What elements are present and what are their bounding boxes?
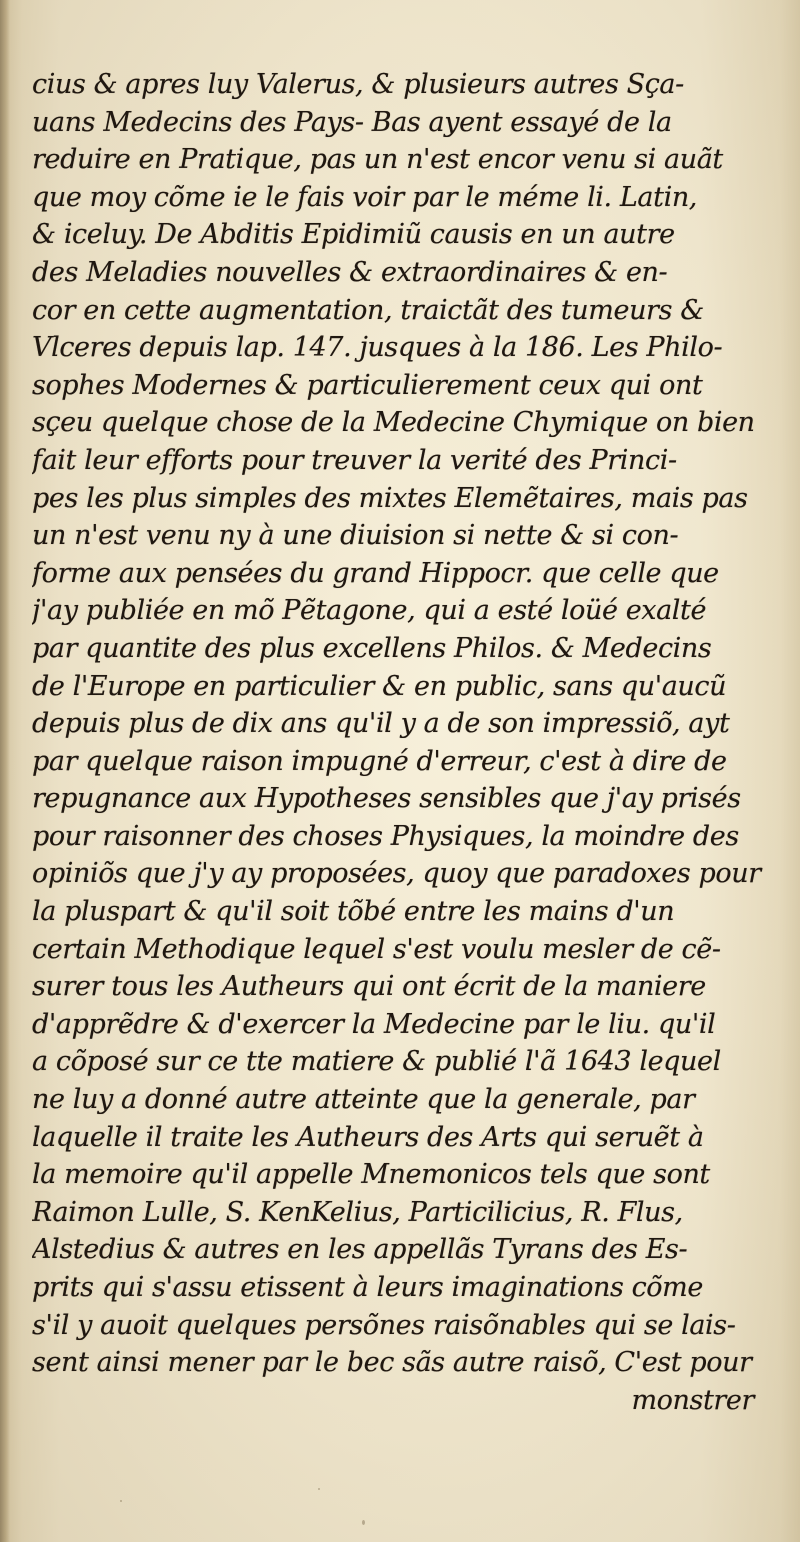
text-line: pour raisonner des choses Physiques, la moindre des bbox=[32, 820, 739, 852]
text-line: s'il y auoit quelques persõnes raisõnables qui se lais- bbox=[32, 1309, 736, 1341]
text-line: certain Methodique lequel s'est voulu mesler de cẽ- bbox=[32, 933, 721, 965]
text-line: de l'Europe en particulier & en public, sans qu'aucũ bbox=[32, 670, 727, 702]
paper-speck bbox=[318, 1488, 320, 1490]
text-line: forme aux pensées du grand Hippocr. que celle que bbox=[32, 557, 719, 589]
text-line: j'ay publiée en mõ Pẽtagone, qui a esté loüé exalté bbox=[32, 595, 707, 627]
text-line: & iceluy. De Abditis Epidimiũ causis en un autre bbox=[32, 219, 675, 251]
text-line: sophes Modernes & particulierement ceux qui ont bbox=[32, 369, 703, 401]
text-line: la pluspart & qu'il soit tõbé entre les mains d'un bbox=[32, 896, 675, 928]
text-line: a cõposé sur ce tte matiere & publié l'ã 1643 lequel bbox=[32, 1046, 721, 1078]
paper-speck bbox=[120, 1500, 122, 1502]
text-line: par quantite des plus excellens Philos. & Medecins bbox=[32, 632, 712, 664]
text-line: uans Medecins des Pays- Bas ayent essayé de la bbox=[32, 106, 672, 138]
text-line: cor en cette augmentation, traictãt des tumeurs & bbox=[32, 294, 704, 326]
text-line: Raimon Lulle, S. KenKelius, Particilicius, R. Flus, bbox=[32, 1196, 683, 1228]
text-line: depuis plus de dix ans qu'il y a de son impressiõ, ayt bbox=[32, 708, 730, 740]
body-text bbox=[32, 66, 772, 1419]
text-line: la memoire qu'il appelle Mnemonicos tels que sont bbox=[32, 1159, 710, 1191]
text-line: ne luy a donné autre atteinte que la generale, par bbox=[32, 1084, 695, 1116]
text-line: fait leur efforts pour treuver la verité des Princi- bbox=[32, 444, 677, 476]
text-line: Alstedius & autres en les appellãs Tyrans des Es- bbox=[32, 1234, 688, 1266]
text-line: repugnance aux Hypotheses sensibles que j'ay prisés bbox=[32, 783, 741, 815]
text-line: que moy cõme ie le fais voir par le méme li. Latin, bbox=[32, 181, 697, 213]
text-line: par quelque raison impugné d'erreur, c'est à dire de bbox=[32, 745, 727, 777]
text-line: un n'est venu ny à une diuision si nette & si con- bbox=[32, 520, 679, 552]
page-gutter-shadow bbox=[0, 0, 10, 1542]
text-line: reduire en Pratique, pas un n'est encor venu si auãt bbox=[32, 144, 723, 176]
text-line: des Meladies nouvelles & extraordinaires & en- bbox=[32, 256, 668, 288]
text-line: prits qui s'assu etissent à leurs imaginations cõme bbox=[32, 1272, 703, 1303]
text-line: d'apprẽdre & d'exercer la Medecine par le liu. qu'il bbox=[32, 1008, 716, 1040]
text-line: Vlceres depuis lap. 147. jusques à la 186. Les Philo- bbox=[32, 332, 723, 364]
text-line: sent ainsi mener par le bec sãs autre raisõ, C'est pour bbox=[32, 1347, 752, 1379]
text-line: pes les plus simples des mixtes Elemẽtaires, mais pas bbox=[32, 482, 748, 514]
text-line: cius & apres luy Valerus, & plusieurs autres Sça- bbox=[32, 69, 684, 100]
text-line: laquelle il traite les Autheurs des Arts qui seruẽt à bbox=[32, 1121, 704, 1153]
text-line: opiniõs que j'y ay proposées, quoy que paradoxes pour bbox=[32, 858, 761, 890]
text-line: surer tous les Autheurs qui ont écrit de la maniere bbox=[32, 971, 706, 1003]
text-line: sçeu quelque chose de la Medecine Chymique on bien bbox=[32, 407, 755, 439]
paper-speck bbox=[362, 1520, 365, 1525]
catchword: monstrer bbox=[631, 1384, 754, 1416]
